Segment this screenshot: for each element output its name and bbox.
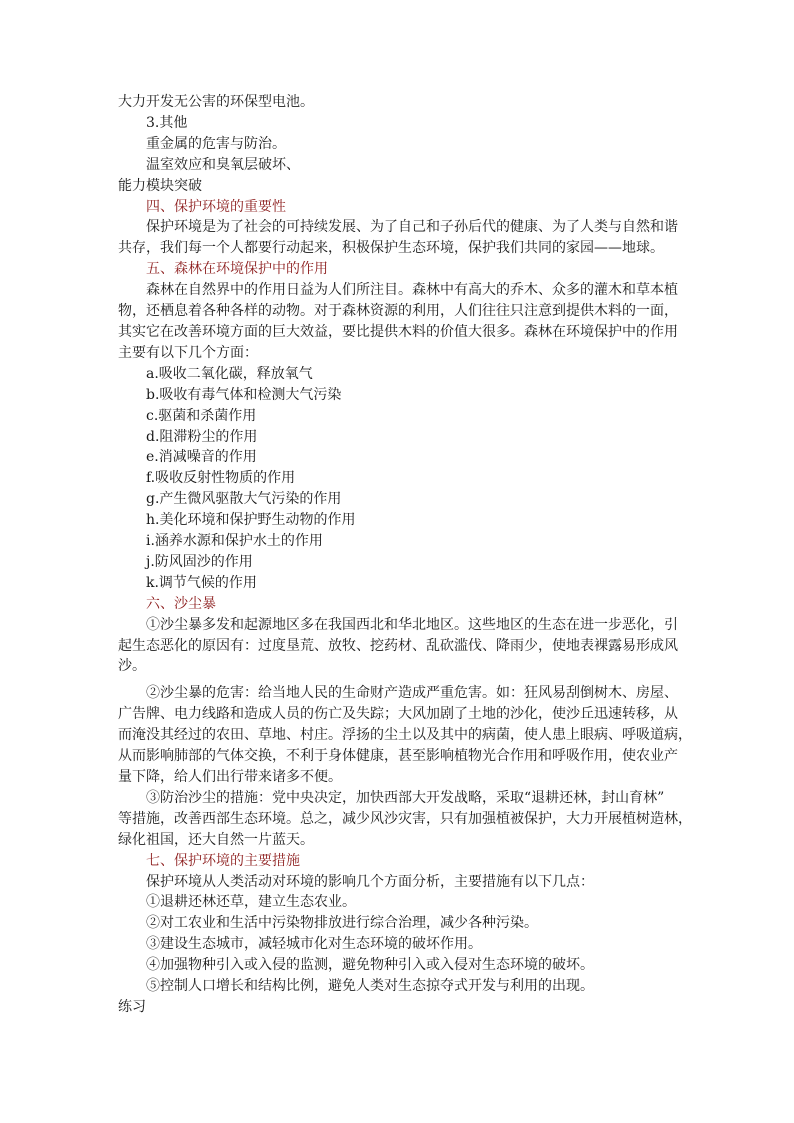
intro-line-4: 温室效应和臭氧层破坏、: [146, 156, 300, 173]
section-4-para-line: 保护环境是为了社会的可持续发展、为了自己和子孙后代的健康、为了人类与自然和谐: [146, 219, 678, 236]
section-5-heading: 五、森林在环境保护中的作用: [146, 261, 328, 278]
sandstorm-para-line: 绿化祖国，还大自然一片蓝天。: [118, 831, 314, 848]
intro-line-1: 大力开发无公害的环保型电池。: [118, 94, 314, 110]
forest-list-item: g.产生微风驱散大气污染的作用: [146, 491, 342, 508]
measures-intro: 保护环境从人类活动对环境的影响几个方面分析，主要措施有以下几点：: [146, 873, 594, 890]
forest-list-item: h.美化环境和保护野生动物的作用: [146, 512, 356, 529]
forest-list-item: c.驱菌和杀菌作用: [146, 407, 257, 424]
section-4-heading: 四、保护环境的重要性: [146, 198, 286, 215]
section-5-para-line: 主要有以下几个方面：: [118, 344, 258, 361]
sandstorm-para-line: 而淹没其经过的农田、草地、村庄。浮扬的尘土以及其中的病菌，使人患上眼病、呼吸道病，: [118, 727, 692, 744]
measure-item: ③建设生态城市，减轻城市化对生态环境的破坏作用。: [146, 936, 482, 953]
sandstorm-para-line: 从而影响肺部的气体交换，不利于身体健康，甚至影响植物光合作用和呼吸作用，使农业产: [118, 748, 678, 765]
sandstorm-para-line: ①沙尘暴多发和起源地区多在我国西北和华北地区。这些地区的生态在进一步恶化，引: [146, 616, 678, 633]
measure-item: ④加强物种引入或入侵的监测，避免物种引入或入侵对生态环境的破坏。: [146, 957, 594, 974]
sandstorm-para-line: ③防治沙尘的措施：党中央决定，加快西部大开发战略，采取“退耕还林，封山育林”: [146, 789, 665, 806]
sandstorm-para-line: 沙。: [118, 658, 146, 675]
sandstorm-para-line: ②沙尘暴的危害：给当地人民的生命财产造成严重危害。如：狂风易刮倒树木、房屋、: [146, 685, 678, 702]
section-5-para-line: 物，还栖息着各种各样的动物。对于森林资源的利用，人们往往只注意到提供木料的一面，: [118, 303, 678, 320]
section-5-para-line: 其实它在改善环境方面的巨大效益，要比提供木料的价值大很多。森林在环境保护中的作用: [118, 323, 678, 340]
measure-item: ②对工农业和生活中污染物排放进行综合治理，减少各种污染。: [146, 915, 538, 932]
sandstorm-para-line: 量下降，给人们出行带来诸多不便。: [118, 769, 342, 785]
forest-list-item: a.吸收二氧化碳，释放氧气: [146, 365, 313, 382]
forest-list-item: i.涵养水源和保护水土的作用: [146, 533, 323, 550]
forest-list-item: e.消减噪音的作用: [146, 449, 257, 466]
forest-list-item: d.阻滞粉尘的作用: [146, 428, 258, 445]
section-4-para-line: 共存，我们每一个人都要行动起来，积极保护生态环境，保护我们共同的家园——地球。: [118, 240, 664, 257]
exercise-label: 练习: [118, 998, 146, 1015]
intro-line-5: 能力模块突破: [118, 177, 202, 194]
measure-item: ①退耕还林还草，建立生态农业。: [146, 894, 356, 911]
section-5-para-line: 森林在自然界中的作用日益为人们所注目。森林中有高大的乔木、众多的灌木和草本植: [146, 282, 678, 299]
forest-list-item: f.吸收反射性物质的作用: [146, 470, 296, 487]
sandstorm-para-line: 等措施，改善西部生态环境。总之，减少风沙灾害，只有加强植被保护，大力开展植树造林，: [118, 810, 692, 827]
intro-line-2: 3.其他: [146, 114, 188, 131]
measure-item: ⑤控制人口增长和结构比例，避免人类对生态掠夺式开发与利用的出现。: [146, 978, 594, 995]
section-6-heading: 六、沙尘暴: [146, 595, 216, 612]
sandstorm-para-line: 起生态恶化的原因有：过度垦荒、放牧、挖药材、乱砍滥伐、降雨少，使地表裸露易形成风: [118, 637, 678, 654]
sandstorm-para-line: 广告牌、电力线路和造成人员的伤亡及失踪；大风加剧了土地的沙化，使沙丘迅速转移，从: [118, 706, 678, 723]
section-7-heading: 七、保护环境的主要措施: [146, 852, 300, 869]
intro-line-3: 重金属的危害与防治。: [146, 135, 286, 152]
forest-list-item: k.调节气候的作用: [146, 574, 257, 591]
forest-list-item: j.防风固沙的作用: [146, 553, 253, 570]
document-body: [118, 92, 692, 1018]
forest-list-item: b.吸收有毒气体和检测大气污染: [146, 386, 342, 403]
